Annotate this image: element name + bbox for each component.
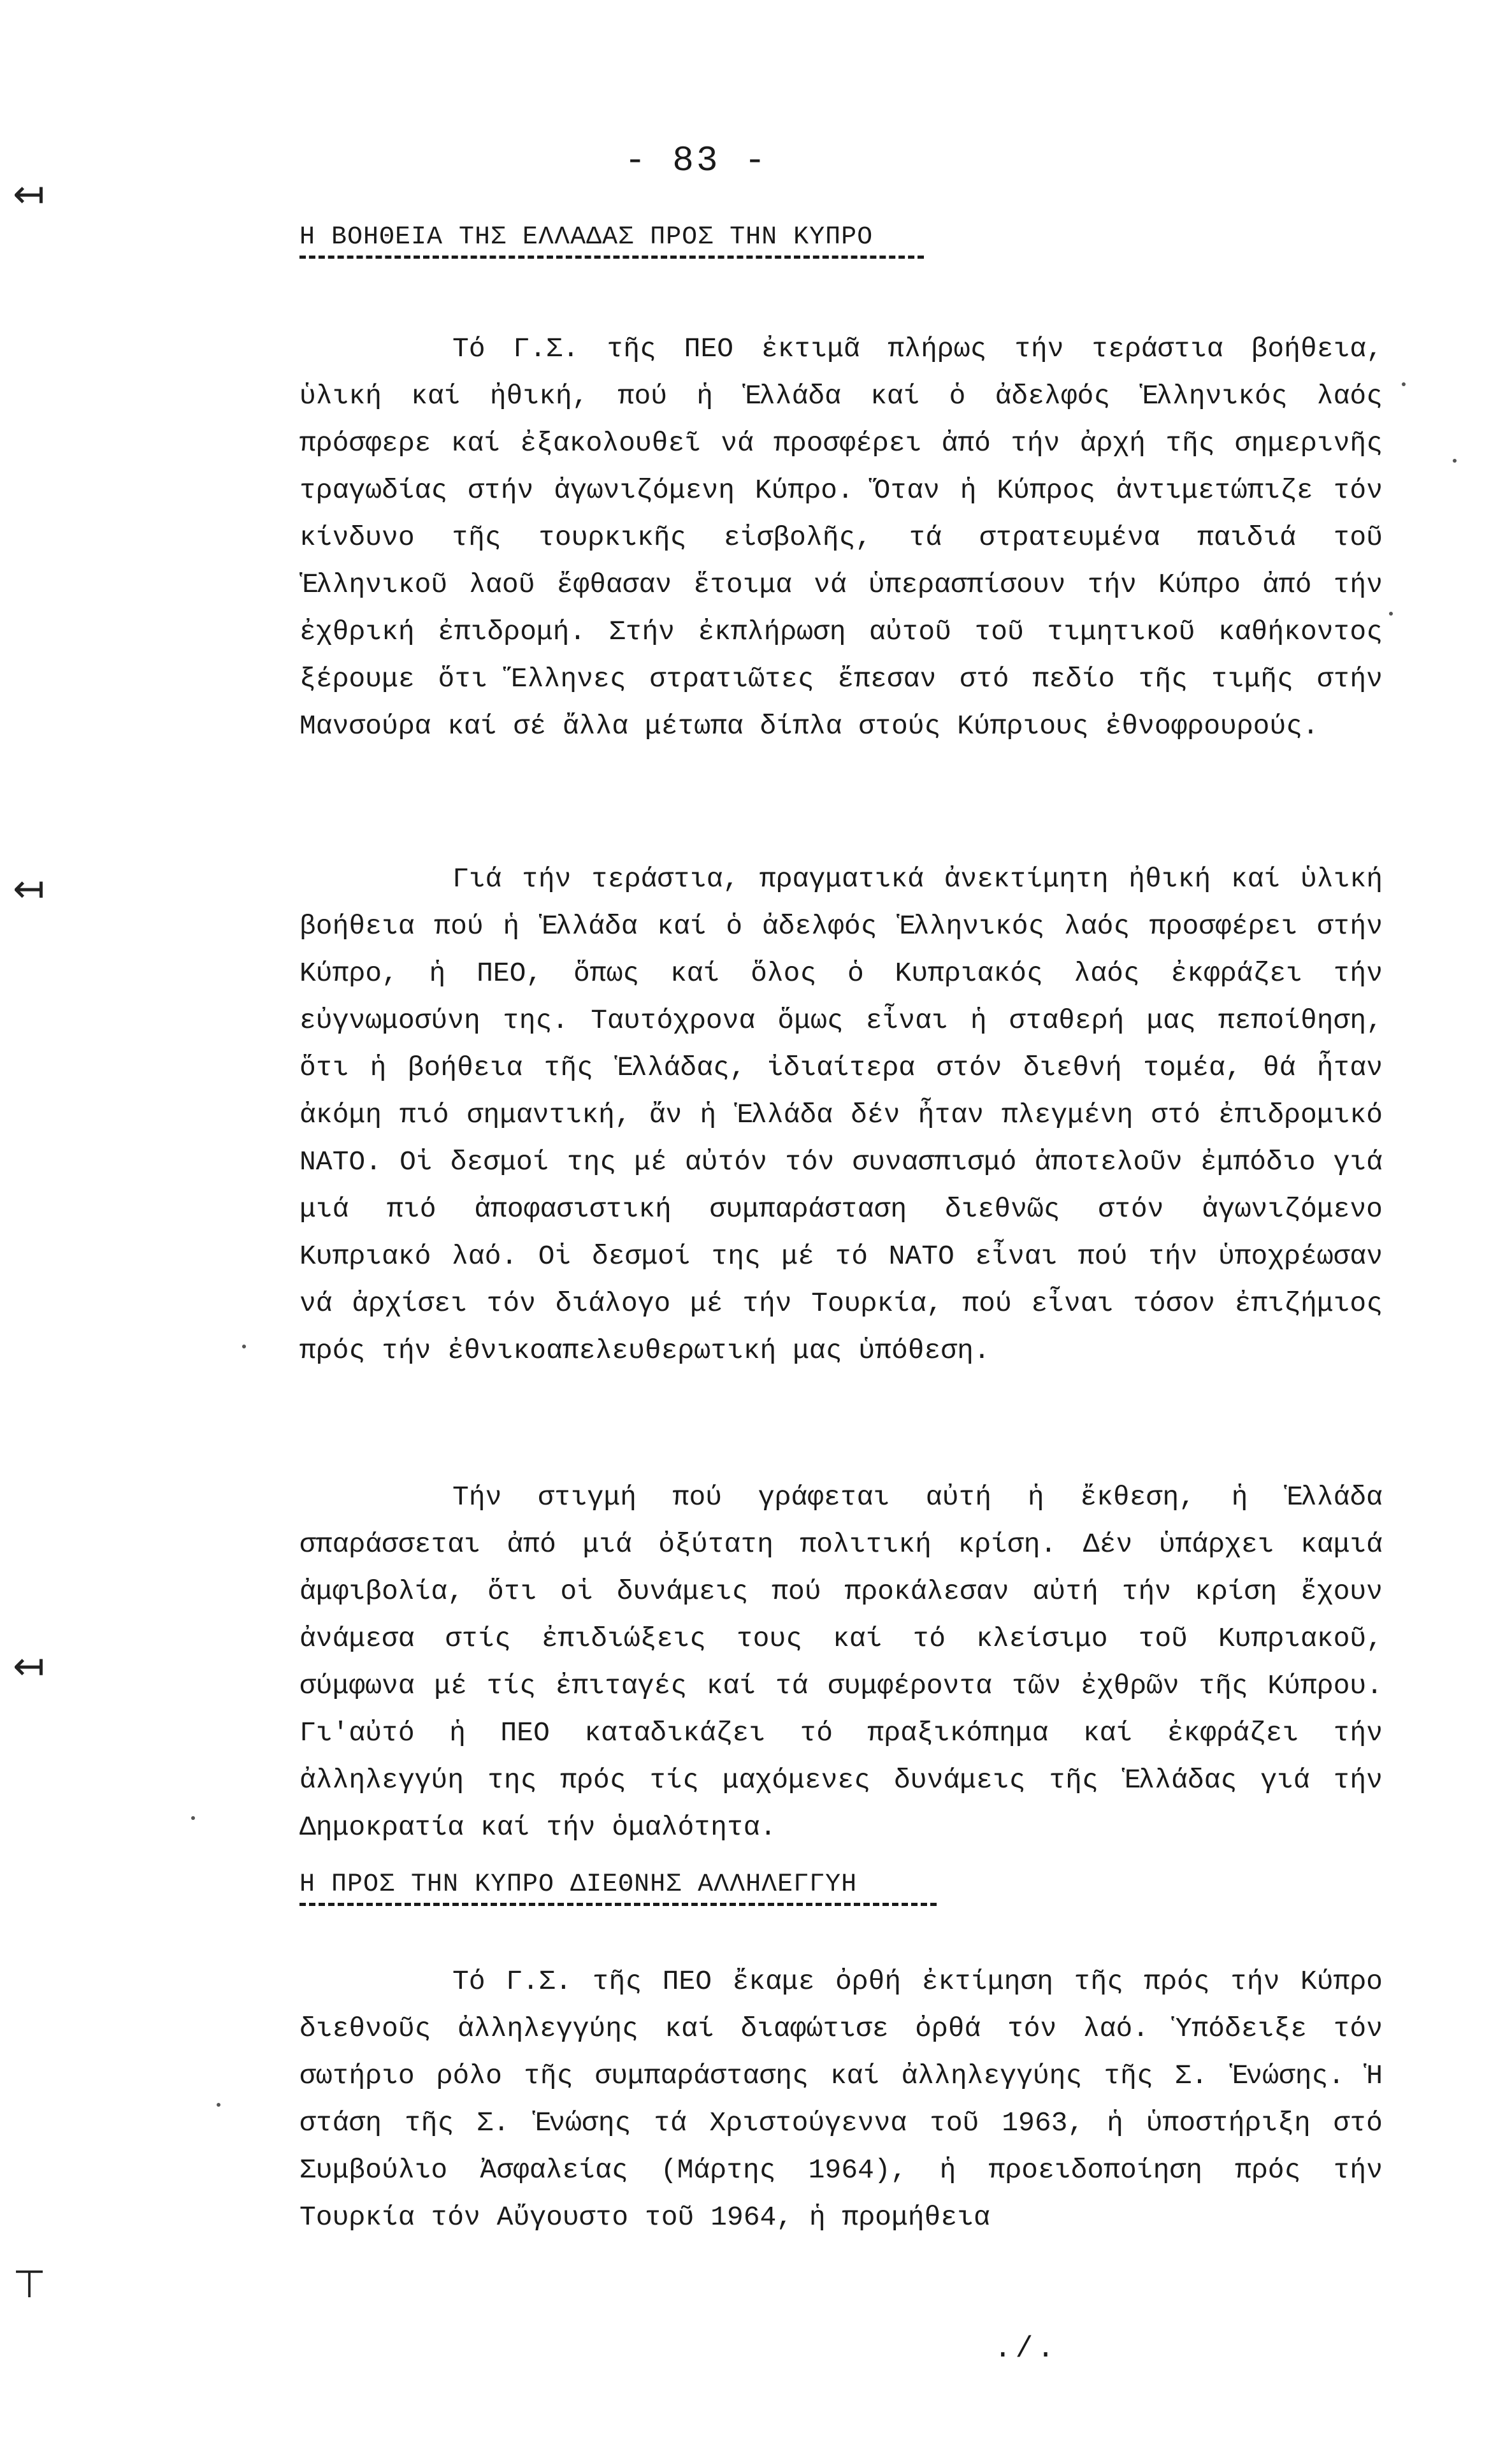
section-heading: Η ΒΟΗΘΕΙΑ ΤΗΣ ΕΛΛΑΔΑΣ ΠΡΟΣ ΤΗΝ ΚΥΠΡΟ [299, 223, 924, 259]
scan-speck [191, 1816, 195, 1820]
paragraph: Τό Γ.Σ. τῆς ΠΕΟ ἔκαμε ὀρθή ἐκτίμηση τῆς πρός τήν Κύπρο διεθνοῦς ἀλληλεγγύης καί διαφώτισε ὀρθά τόν λαό. Ὑπόδειξε τόν σωτήριο ρόλο τῆς συμπαράστασης καί ἀλληλεγγύης τῆς Σ. Ἑνώσης. Ἡ στάση τῆς Σ. Ἑνώσης τά Χριστούγεννα τοῦ 1963, ἡ ὑποστήριξη στό Συμβούλιο Ἀσφαλείας (Μάρτης 1964), ἡ προειδοποίηση πρός τήν Τουρκία τόν Αὔγουστο τοῦ 1964, ἡ προμήθεια [299, 1966, 1383, 2233]
paragraph: Γιά τήν τεράστια, πραγματικά ἀνεκτίμητη ἠθική καί ὑλική βοήθεια πού ἡ Ἑλλάδα καί ὁ ἀδελφός Ἑλληνικός λαός προσφέρει στήν Κύπρο, ἡ ΠΕΟ, ὅπως καί ὅλος ὁ Κυπριακός λαός ἐκφράζει τήν εὐγνωμοσύνη της. Ταυτόχρονα ὅμως εἶναι ἡ σταθερή μας πεποίθηση, ὅτι ἡ βοήθεια τῆς Ἑλλάδας, ἰδιαίτερα στόν διεθνή τομέα, θά ἦταν ἀκόμη πιό σημαντική, ἄν ἡ Ἑλλάδα δέν ἦταν πλεγμένη στό ἐπιδρομικό ΝΑΤΟ. Οἱ δεσμοί της μέ αὐτόν τόν συνασπισμό ἀποτελοῦν ἐμπόδιο γιά μιά πιό ἀποφασιστική συμπαράσταση διεθνῶς στόν ἀγωνιζόμενο Κυπριακό λαό. Οἱ δεσμοί της μέ τό ΝΑΤΟ εἶναι πού τήν ὑποχρέωσαν νά ἀρχίσει τόν διάλογο μέ τήν Τουρκία, πού εἶναι τόσον ἐπιζήμιος πρός τήν ἐθνικοαπελευθερωτική μας ὑπόθεση. [299, 863, 1383, 1366]
page-number: - 83 - [624, 140, 768, 181]
continuation-mark: ./. [994, 2332, 1058, 2365]
scan-speck [217, 2103, 220, 2107]
paragraph: Τό Γ.Σ. τῆς ΠΕΟ ἐκτιμᾶ πλήρως τήν τεράστια βοήθεια, ὑλική καί ἠθική, πού ἡ Ἑλλάδα καί ὁ ἀδελφός Ἑλληνικός λαός πρόσφερε καί ἐξακολουθεῖ νά προσφέρει ἀπό τήν ἀρχή τῆς σημερινῆς τραγωδίας στήν ἀγωνιζόμενη Κύπρο. Ὅταν ἡ Κύπρος ἀντιμετώπιζε τόν κίνδυνο τῆς τουρκικῆς εἰσβολῆς, τά στρατευμένα παιδιά τοῦ Ἑλληνικοῦ λαοῦ ἔφθασαν ἕτοιμα νά ὑπερασπίσουν τήν Κύπρο ἀπό τήν ἐχθρική ἐπιδρομή. Στήν ἐκπλήρωση αὐτοῦ τοῦ τιμητικοῦ καθήκοντος ξέρουμε ὅτι Ἕλληνες στρατιῶτες ἔπεσαν στό πεδίο τῆς τιμῆς στήν Μανσούρα καί σέ ἄλλα μέτωπα δίπλα στούς Κύπριους ἐθνοφρουρούς. [299, 333, 1383, 742]
paragraph: Τήν στιγμή πού γράφεται αὐτή ἡ ἔκθεση, ἡ Ἑλλάδα σπαράσσεται ἀπό μιά ὀξύτατη πολιτική κρίση. Δέν ὑπάρχει καμιά ἀμφιβολία, ὅτι οἱ δυνάμεις πού προκάλεσαν αὐτή τήν κρίση ἔχουν ἀνάμεσα στίς ἐπιδιώξεις τους καί τό κλείσιμο τοῦ Κυπριακοῦ, σύμφωνα μέ τίς ἐπιταγές καί τά συμφέροντα τῶν ἐχθρῶν τῆς Κύπρου. Γι'αὐτό ἡ ΠΕΟ καταδικάζει τό πραξικόπημα καί ἐκφράζει τήν ἀλληλεγγύη της πρός τίς μαχόμενες δυνάμεις τῆς Ἑλλάδας γιά τήν Δημοκρατία καί τήν ὁμαλότητα. [299, 1482, 1383, 1843]
scan-speck [1453, 459, 1457, 463]
scan-speck [242, 1345, 246, 1348]
binder-hole-mark-icon: ⊤ [13, 2262, 47, 2307]
section-heading: Η ΠΡΟΣ ΤΗΝ ΚΥΠΡΟ ΔΙΕΘΝΗΣ ΑΛΛΗΛΕΓΓΥΗ [299, 1870, 937, 1906]
scan-speck [1389, 612, 1393, 616]
binder-hole-mark-icon: ↤ [13, 1644, 45, 1689]
binder-hole-mark-icon: ↤ [13, 172, 45, 217]
scan-speck [1402, 382, 1406, 386]
binder-hole-mark-icon: ↤ [13, 867, 45, 911]
